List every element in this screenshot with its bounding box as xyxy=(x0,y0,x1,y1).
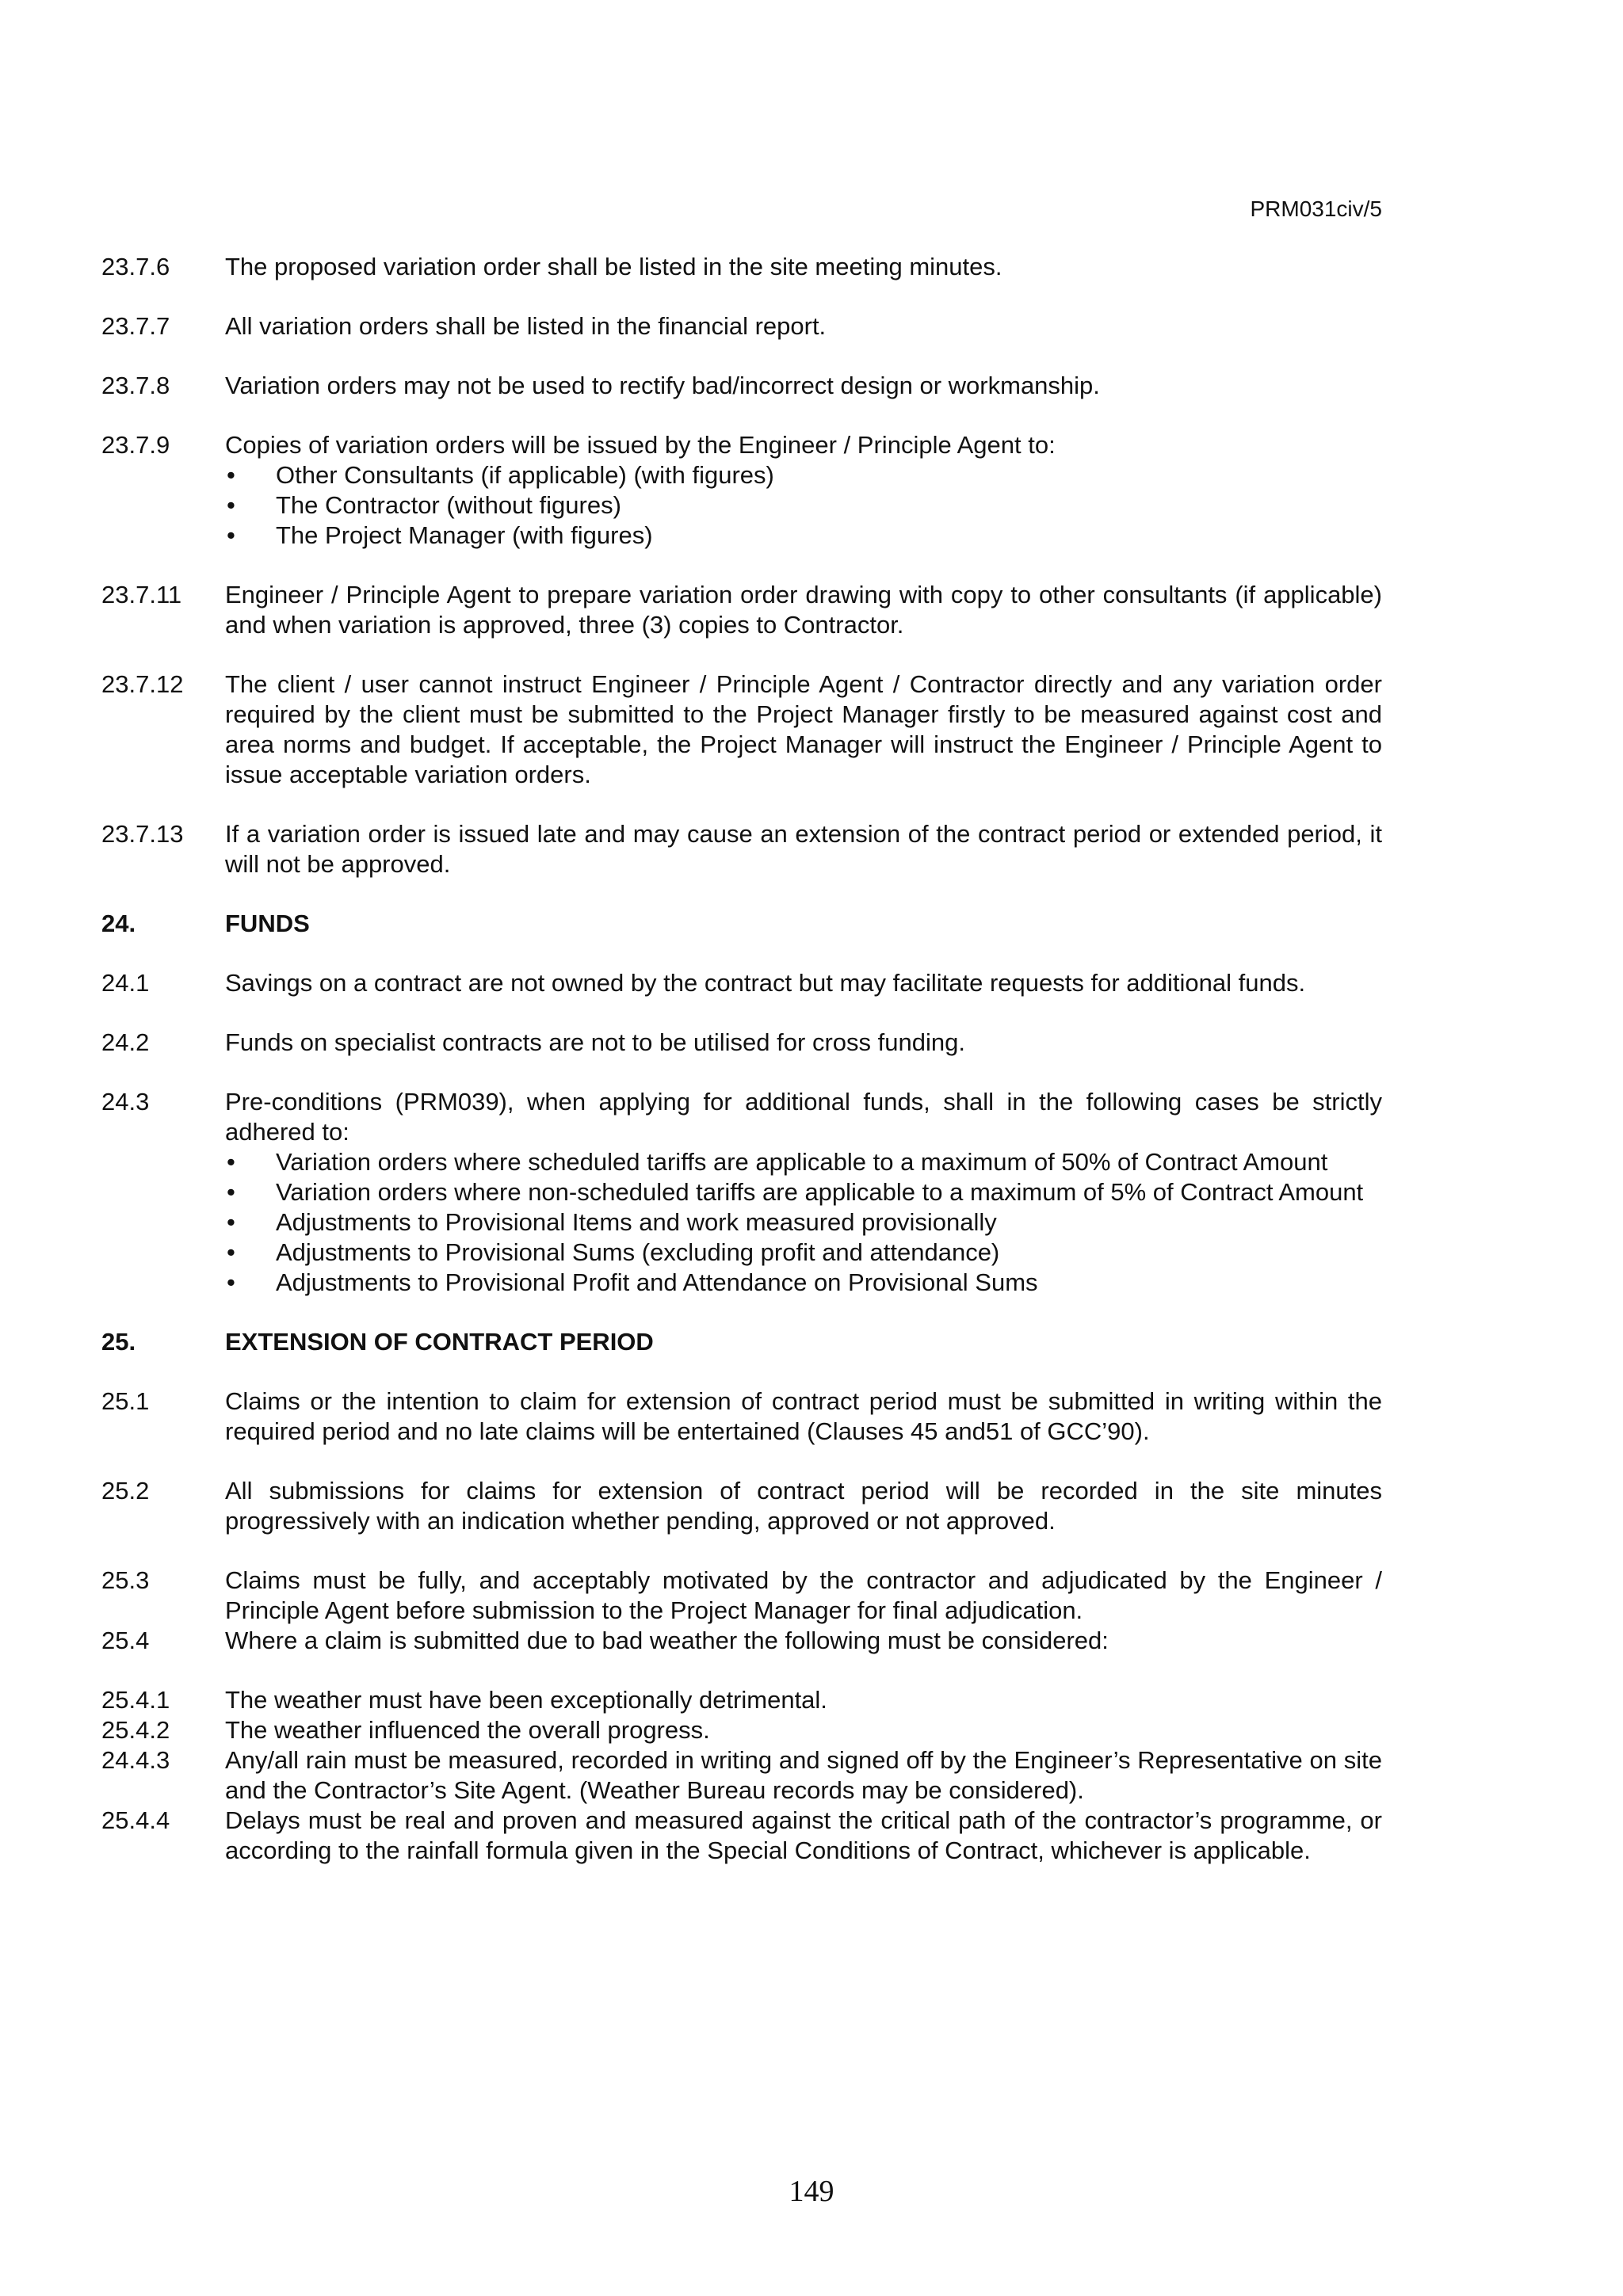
clause-text: Copies of variation orders will be issued by the Engineer / Principle Agent to: xyxy=(225,431,1056,459)
section-title: FUNDS xyxy=(225,910,310,937)
section-heading-funds xyxy=(101,909,1382,939)
bullet-icon: • xyxy=(227,1208,235,1236)
clause-23-7-9 xyxy=(101,430,1382,551)
clause-24-4-3 xyxy=(101,1745,1382,1806)
clause-25-4-1 xyxy=(101,1685,1382,1715)
clause-text: The weather must have been exceptionally detrimental. xyxy=(225,1686,827,1714)
clause-text: Claims or the intention to claim for extension of contract period must be submitted in writing within the required period and no late claims will be entertained (Clauses 45 and51 of GCC’90). xyxy=(225,1387,1382,1445)
clause-text: All variation orders shall be listed in the financial report. xyxy=(225,312,827,340)
clause-23-7-8 xyxy=(101,371,1382,401)
bullet-list xyxy=(225,1147,1382,1298)
clause-number: 24.2 xyxy=(101,1028,150,1056)
page-number: 149 xyxy=(789,2175,834,2208)
document-reference: PRM031civ/5 xyxy=(1250,196,1382,221)
section-title: EXTENSION OF CONTRACT PERIOD xyxy=(225,1328,654,1356)
clause-text: Pre-conditions (PRM039), when applying for additional funds, shall in the following cases be strictly adhered to: xyxy=(225,1088,1382,1146)
clause-text: The proposed variation order shall be listed in the site meeting minutes. xyxy=(225,253,1002,280)
clause-text: Funds on specialist contracts are not to be utilised for cross funding. xyxy=(225,1028,965,1056)
clause-number: 24.1 xyxy=(101,969,150,997)
clause-24-3 xyxy=(101,1087,1382,1298)
clause-25-3 xyxy=(101,1566,1382,1626)
bullet-list xyxy=(225,460,1382,551)
clause-number: 25.4 xyxy=(101,1627,150,1654)
clause-24-1 xyxy=(101,968,1382,998)
clause-25-4-2 xyxy=(101,1715,1382,1745)
list-item: • The Contractor (without figures) xyxy=(227,491,621,519)
document-body xyxy=(101,252,1382,1866)
clause-23-7-11 xyxy=(101,580,1382,640)
clause-text: Where a claim is submitted due to bad weather the following must be considered: xyxy=(225,1627,1109,1654)
bullet-icon: • xyxy=(227,461,235,489)
clause-25-4 xyxy=(101,1626,1382,1656)
list-item: • Other Consultants (if applicable) (with figures) xyxy=(227,461,774,489)
list-item: • Adjustments to Provisional Profit and Attendance on Provisional Sums xyxy=(227,1268,1038,1296)
list-item: • The Project Manager (with figures) xyxy=(227,521,653,549)
bullet-icon: • xyxy=(227,1268,235,1296)
section-heading-extension xyxy=(101,1327,1382,1357)
clause-number: 23.7.8 xyxy=(101,372,170,399)
clause-number: 23.7.11 xyxy=(101,581,182,608)
clause-text: Any/all rain must be measured, recorded in writing and signed off by the Engineer’s Representative on site and the Contractor’s Site Agent. (Weather Bureau records may be considered). xyxy=(225,1746,1382,1804)
clause-text: Engineer / Principle Agent to prepare variation order drawing with copy to other consultants (if applicable) and when variation is approved, three (3) copies to Contractor. xyxy=(225,581,1382,639)
section-number: 24. xyxy=(101,910,136,937)
clause-text: The client / user cannot instruct Engineer / Principle Agent / Contractor directly and any variation order required by the client must be submitted to the Project Manager firstly to be measured against cost and area norms and budget. If acceptable, the Project Manager will instruct the Engineer / Principle Agent to issue acceptable variation orders. xyxy=(225,670,1382,788)
section-number: 25. xyxy=(101,1328,136,1356)
clause-number: 25.3 xyxy=(101,1566,150,1594)
clause-text: If a variation order is issued late and may cause an extension of the contract period or extended period, it will not be approved. xyxy=(225,820,1382,878)
clause-text: Variation orders may not be used to rectify bad/incorrect design or workmanship. xyxy=(225,372,1100,399)
clause-23-7-12 xyxy=(101,669,1382,790)
clause-number: 25.4.4 xyxy=(101,1806,170,1834)
clause-number: 23.7.7 xyxy=(101,312,170,340)
clause-25-4-4 xyxy=(101,1806,1382,1866)
clause-25-2 xyxy=(101,1476,1382,1536)
bullet-icon: • xyxy=(227,491,235,519)
list-item: • Variation orders where scheduled tariffs are applicable to a maximum of 50% of Contract Amount xyxy=(227,1148,1328,1176)
clause-number: 23.7.9 xyxy=(101,431,170,459)
clause-24-2 xyxy=(101,1028,1382,1058)
list-item: • Variation orders where non-scheduled tariffs are applicable to a maximum of 5% of Contract Amount xyxy=(227,1178,1364,1206)
clause-number: 24.4.3 xyxy=(101,1746,170,1774)
clause-23-7-7 xyxy=(101,311,1382,341)
clause-number: 25.4.1 xyxy=(101,1686,170,1714)
clause-number: 23.7.13 xyxy=(101,820,184,848)
clause-number: 25.2 xyxy=(101,1477,150,1505)
clause-number: 23.7.12 xyxy=(101,670,184,698)
list-item: • Adjustments to Provisional Items and work measured provisionally xyxy=(227,1208,997,1236)
clause-number: 25.1 xyxy=(101,1387,150,1415)
bullet-icon: • xyxy=(227,521,235,549)
clause-number: 23.7.6 xyxy=(101,253,170,280)
bullet-icon: • xyxy=(227,1148,235,1176)
bullet-icon: • xyxy=(227,1178,235,1206)
clause-23-7-13 xyxy=(101,819,1382,879)
clause-number: 24.3 xyxy=(101,1088,150,1116)
clause-23-7-6 xyxy=(101,252,1382,282)
list-item: • Adjustments to Provisional Sums (excluding profit and attendance) xyxy=(227,1238,1000,1266)
clause-number: 25.4.2 xyxy=(101,1716,170,1744)
clause-text: Savings on a contract are not owned by the contract but may facilitate requests for additional funds. xyxy=(225,969,1306,997)
bullet-icon: • xyxy=(227,1238,235,1266)
clause-25-1 xyxy=(101,1386,1382,1447)
clause-text: Claims must be fully, and acceptably motivated by the contractor and adjudicated by the Engineer / Principle Agent before submission to the Project Manager for final adjudication. xyxy=(225,1566,1382,1624)
clause-text: All submissions for claims for extension of contract period will be recorded in the site minutes progressively with an indication whether pending, approved or not approved. xyxy=(225,1477,1382,1535)
clause-text: The weather influenced the overall progress. xyxy=(225,1716,710,1744)
clause-text: Delays must be real and proven and measured against the critical path of the contractor’s programme, or according to the rainfall formula given in the Special Conditions of Contract, whichever is applicable. xyxy=(225,1806,1382,1864)
